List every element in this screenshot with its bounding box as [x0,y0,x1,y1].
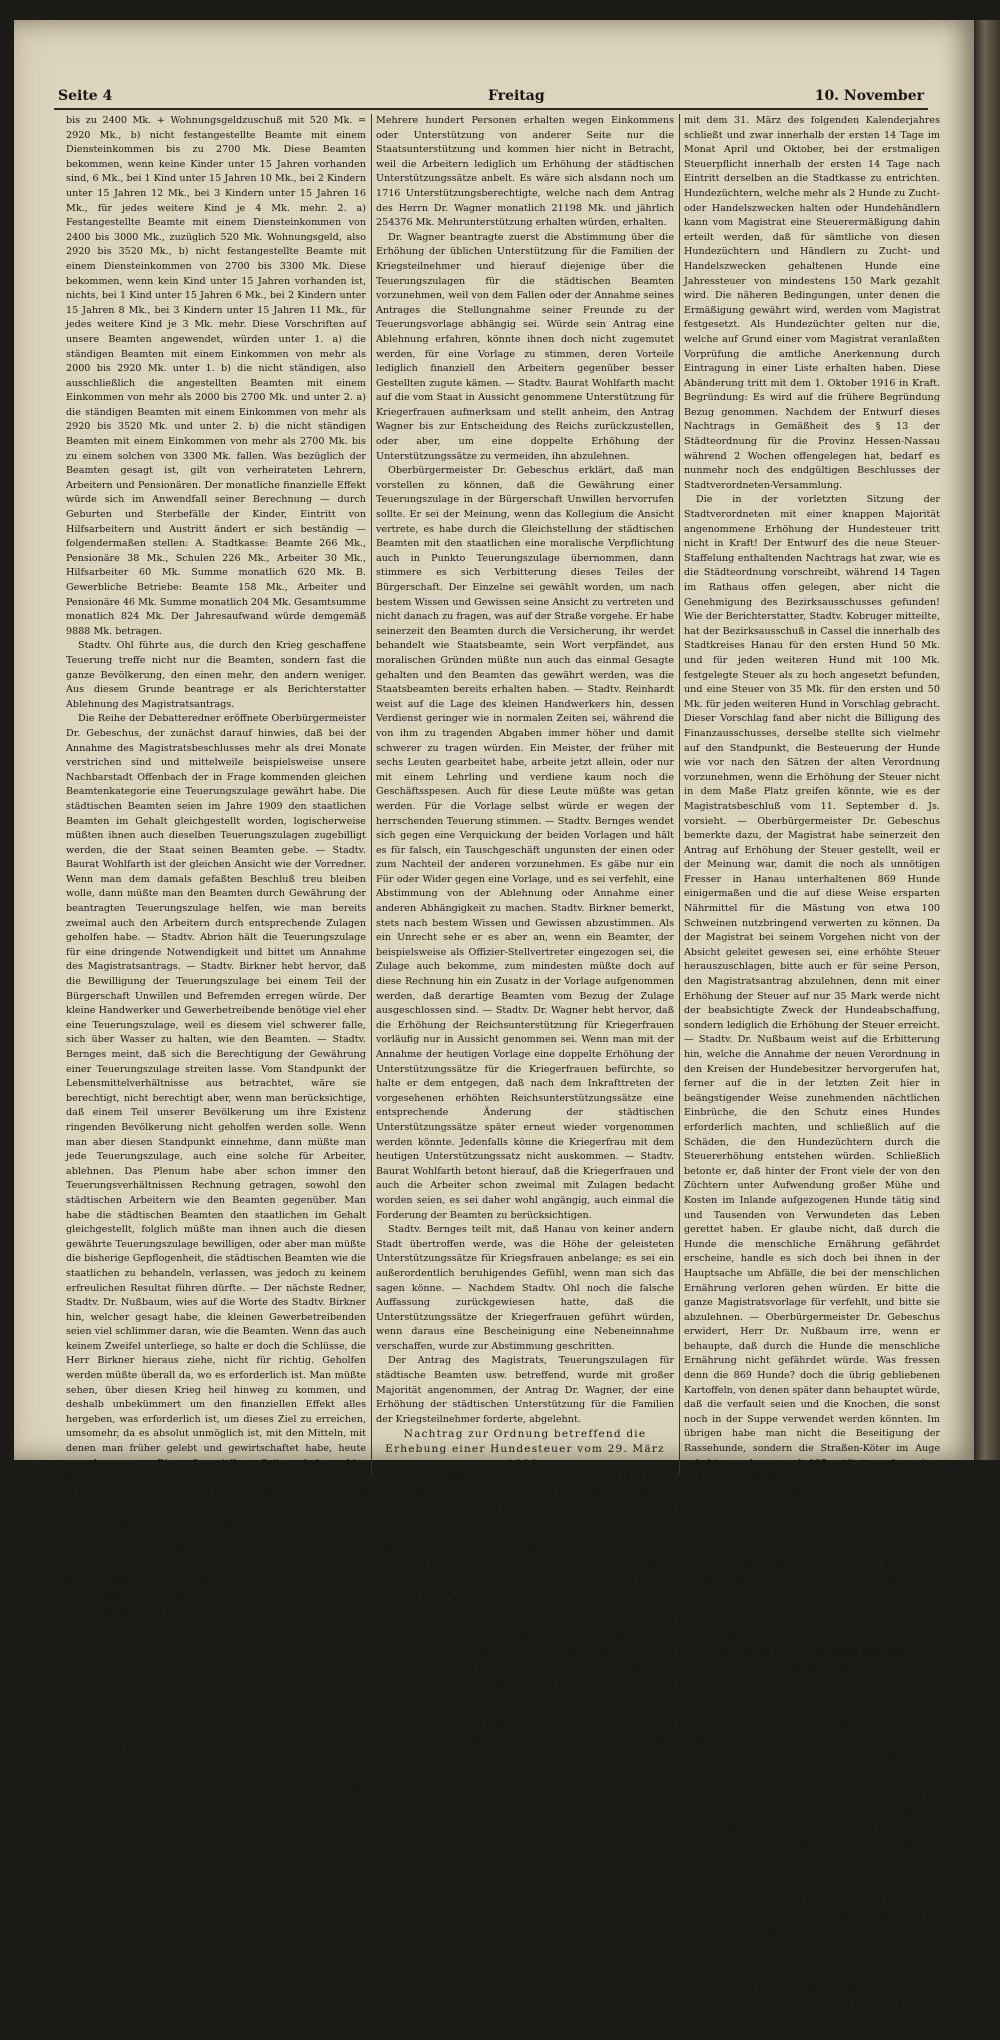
table-row: mit 7 „ 32.— „ [76,1693,231,1705]
motion-heading: die Kriegsunterstützungssätze für Frauen und deren Kinder zu erhöhen [66,1530,366,1558]
table-row: mit 1 Kind „ 10.— „ [76,1605,231,1617]
table-row: mit 4 „ 20.— „ [76,1649,231,1661]
column-divider [371,114,372,1474]
column-divider [679,114,680,1474]
paragraph: mit dem 31. März des folgenden Kalenderjahres schließt und zwar innerhalb der ersten 14 Tage im Monat April und Oktober, bei der erstmaligen Steuerpflicht innerhalb der ersten 14 Tage nach Eintritt derselben an die Stadtkasse zu entrichten. Hundezüchtern, welche mehr als 2 Hunde zu Zucht- oder Handelszwecken halten oder Hundehändlern kann vom Magistrat eine Steuerermäßigung dahin erteilt werden, daß für sämtliche von diesen Hundezüchtern und Händlern zu Zucht- und Handelszwecken gehaltenen Hunde eine Jahressteuer von mindestens 150 Mark gezahlt wird. Die näheren Bedingungen, unter denen die Ermäßigung gewährt wird, werden vom Magistrat festgesetzt. Als Hundezüchter gelten nur die, welche auf Grund einer vom Magistrat veranlaßten Vorprüfung die amtliche Anerkennung durch Eintragung in einer Liste erhalten haben. Diese Abänderung tritt mit dem 1. Oktober 1916 in Kraft. Begründung: Es wird auf die frühere Begründung Bezug genommen. Nachdem der Entwurf dieses Nachtrags in Gemäßheit des § 13 der Städteordnung für die Provinz Hessen-Nassau während 2 Wochen offengelegen hat, bedarf es nunmehr noch des endgültigen Beschlusses der Stadtverordneten-Versammlung. [684,115,940,491]
paragraph: Beschluß des Magistrats vom 11. September 1916: 1. Die Hundesteuer soll vom 1. Oktober 1916 ab derart erhöht werden, daß für einen Hund 50 Mk. jährlich, für jeden weiteren Hund 100 Mk. jährlich und für sämtliche Hunde der Hundezüchter oder Hundehändler mindestens 150 Mk. jährlich erhoben werden. 2. Der Nachtrag zur Ordnung betreffend die Erhebung einer Hundesteuer vom 29. März 1899 wird in der vorliegenden Fassung genehmigt. § 1 der für den Bezirk der Stadt Hanau unterm 29. März 1899 erlassenen Ordnung über die Erhebung einer Hundesteuer erhält folgende Fassung: Wer einen über 3 Jahre alten Hund im Bezirk der Stadt Hanau hält, ohne Unterschied, ob er selbst oder einer der in seinem Haushalte lebenden Familienglieder ihn gehalten, oder ihn bei sich von einem Dritten in Verpflegung genommen hat, hat für denselben eine Steuer im Jahresbetrag von 50 Mk. und Falle er mehrere Hunde hält, für jeden weiteren Hund eine Steuer im Jahresbetrag von 100 Mk. zu zahlen. Die Steuer ist in halbjährlichen Raten eines jeden Rechnungsjahres, welches mit dem 1. April beginnt und [376,1472,674,1761]
paragraph: Der Antrag des Magistrats, Teuerungszulagen für städtische Beamten usw. betreffend, wurde mit großer Majorität angenommen, der Antrag Dr. Wagner, der eine Erhöhung der städtischen Unterstützung für die Familien der Kriegsteilnehmer forderte, abgelehnt. [376,1355,674,1425]
paragraph: Mit der Teuerungszulage für die städt. Beamten hatte Stadtv. Dr. Wagner in der Sitzung des Finanzausschusses vom 17. August 1916 den Antrag gestellt, [66,1486,366,1527]
page-edge [974,20,1000,1460]
allowance-table [76,1590,366,1736]
section-heading: Hessische Kriegshilfskasse. [719,1646,917,1660]
column-2 [376,114,674,1761]
column-3 [684,114,940,2038]
paragraph: Stadtv. Ohl führte aus, die durch den Krieg geschaffene Teuerung treffe nicht nur die Beamten, sondern fast die ganze Bevölkerung, den einen mehr, den andern weniger. Aus diesem Grunde beantrage er als Berichterstatter Ablehnung des Magistratsantrags. [66,640,366,710]
paragraph: Die nunmehr vorgenommene Abstimmung ergab die Ablehnung des Magistratsantrags, es bleibt also bei den alten Steuersätzen. [684,1603,940,1644]
table-row: mit 6 „ 28.— „ [76,1678,231,1690]
paragraph: Mehrere hundert Personen erhalten wegen Einkommens oder Unterstützung von anderer Seite nur die Staatsunterstützung und kommen hier nicht in Betracht, weil die Arbeitern lediglich um Erhöhung der städtischen Unterstützungssätze anbelt. Es wäre sich alsdann noch um 1716 Unterstützungsberechtigte, welche nach dem Antrag des Herrn Dr. Wagner monatlich 21198 Mk. und jährlich 254376 Mk. Mehrunterstützung erhalten würden, erhalten. [376,115,674,229]
header-rule [54,108,928,110]
ordinance-heading: Nachtrag zur Ordnung betreffend die Erhebung einer Hundesteuer vom 29. März 1899. [385,1428,665,1470]
paragraph: Dr. Wagner beantragte zuerst die Abstimmung über die Erhöhung der üblichen Unterstützung für die Familien der Kriegsteilnehmer und hierauf diejenige über die Teuerungszulagen für die städtischen Beamten vorzunehmen, weil von dem Fallen oder der Annahme seines Antrages die Stellungnahme seiner Freunde zu der Teuerungsvorlage abhängig sei. Würde sein Antrag eine Ablehnung erfahren, könnte ihnen doch nicht zugemutet werden, für eine Vorlage zu stimmen, deren Vorteile lediglich finanziell den Arbeitern gegenüber besser Gestellten zugute kämen. — Stadtv. Baurat Wohlfarth macht auf die vom Staat in Aussicht genommene Unterstützung für Kriegerfrauen aufmerksam und stellt anheim, den Antrag Wagner bis zur Entscheidung des Reichs zurückzustellen, oder aber, um eine doppelte Erhöhung der Unterstützungssätze zu vermeiden, ihn abzulehnen. [376,231,674,462]
weekday: Freitag [488,88,545,104]
table-row: mit 8 „ 36.— „ [76,1707,231,1719]
page-header [58,82,924,108]
table-row: Frauen allein Mk. 6.— monatliche Zulage, [76,1590,320,1602]
table-row: usw. [156,1722,178,1734]
issue-date: 10. November [814,88,924,104]
table-row: mit 2 Kindern „ 12.— „ [76,1620,231,1632]
table-row: mit 3 „ 16.— „ [76,1634,231,1646]
table-row: mit 5 „ 24.— „ [76,1663,231,1675]
paragraph: nach den Teuerungszulagen der Beamten (Vorlage des Magistrats vom 1. August 1916), also für monatliche [66,1559,366,1586]
paragraph: Von rund 3400 Unterstützungsanträgen scheiden mehrere hundert Eingaben aus und nicht Bedürftige aus; ferner rund 120 uneheliche Kinder (unter Generalvormundschaft), für welche die üblichen monatlichen Pflegegeldsätze bezahlt werden. [66,1740,366,1811]
paragraph: Oberbürgermeister Dr. Gebeschus erklärt, daß man vorstellen zu können, daß die Gewährung einer Teuerungszulage in der Bürgerschaft Unwillen hervorrufen sollte. Er sei der Meinung, wenn das Kollegium die Ansicht vertrete, es habe durch die Gleichstellung der städtischen Beamten mit den staatlichen eine moralische Verpflichtung auch in Punkto Teuerungszulage übernommen, dann stimmere es sich Verbitterung dieses Teiles der Bürgerschaft. Der Einzelne sei gewählt worden, um nach bestem Wissen und Gewissen seine Ansicht zu vertreten und nicht danach zu fragen, was auf der Straße vorgehe. Er habe seinerzeit den Beamten durch die Versicherung, ihr werdet behandelt wie Staatsbeamte, sein Wort verpfändet, aus moralischen Gründen müßte nun auch das einmal Gesagte gehalten und den Beamten das gewährt werden, was die Staatsbeamten bereits erhalten haben. — Stadtv. Reinhardt weist auf die Lage des kleinen Handwerkers hin, dessen Verdienst geringer wie in normalen Zeiten sei, während die von ihm zu tragenden Abgaben immer höher und damit schwerer zu tragen würden. Ein Meister, der früher mit sechs Leuten gearbeitet habe, arbeite jetzt allein, oder nur mit einem Lehrling und verdiene kaum noch die Geschäftsspesen. Auch für diese Leute müßte was getan werden. Für die Vorlage selbst würde er wegen der herrschenden Teuerung stimmen. — Stadtv. Bernges wendet sich gegen eine Verquickung der beiden Vorlagen und hält es für falsch, ein Tauschgeschäft ungunsten der einen oder zum Nachteil der anderen vorzunehmen. Es gäbe nur ein Für oder Wider gegen eine Vorlage, und es sei verfehlt, eine Abstimmung von der Ablehnung oder Annahme einer anderen Abhängigkeit zu machen. Stadtv. Birkner bemerkt, stets nach bestem Wissen und Gewissen abzustimmen. Als ein Unrecht sehe er es aber an, wenn ein Beamter, der beispielsweise als Offizier-Stellvertreter eingezogen sei, die Zulage auch bekomme, zum mindesten müßte doch auf diese Rechnung hin ein Zusatz in der Vorlage aufgenommen werden, daß derartige Beamten vom Bezug der Zulage ausgeschlossen sind. — Stadtv. Dr. Wagner hebt hervor, daß die Erhöhung der Reichsunterstützung für Kriegerfrauen vorläufig nur in Aussicht genommen sei. Wenn man mit der Annahme der heutigen Vorlage eine doppelte Erhöhung der Unterstützungssätze für die Kriegerfrauen befürchte, so halte er dem entgegen, daß nach dem Inkrafttreten der vorgesehenen erhöhten Reichsunterstützungssätze eine entsprechende Änderung der städtischen Unterstützungssätze später erneut wieder vorgenommen werden könnte. Jedenfalls könne die Kriegerfrau mit dem heutigen Unterstützungssatz nicht auskommen. — Stadtv. Baurat Wohlfarth betont hierauf, daß die Kriegerfrauen und auch die Arbeiter schon zweimal mit Zulagen bedacht worden seien, es sei daher wohl angängig, auch einmal die Forderung der Beamten zu berücksichtigen. [376,465,674,1221]
paragraph: Die Reihe der Debatteredner eröffnete Oberbürgermeister Dr. Gebeschus, der zunächst darauf hinwies, daß bei der Annahme des Magistratsbeschlusses mehr als drei Monate verstrichen sind und mittelweile beispielsweise unsere Nachbarstadt Offenbach der in Frage kommenden gleichen Beamtenkategorie eine Teuerungszulage gewährt habe. Die städtischen Beamten seien im Jahre 1909 den staatlichen Beamten im Gehalt gleichgestellt worden, logischerweise müßten ihnen auch dieselben Teuerungszulagen zugebilligt werden, die der Staat seinen Beamten gebe. — Stadtv. Baurat Wohlfarth ist der gleichen Ansicht wie der Vorredner. Wenn man dem damals gefaßten Beschluß treu bleiben wolle, dann müßte man den Beamten durch Gewährung der beantragten Teuerungszulage helfen, wie man bereits zweimal auch den Arbeitern durch entsprechende Zulagen geholfen habe. — Stadtv. Abrion hält die Teuerungszulage für eine dringende Notwendigkeit und bittet um Annahme des Magistratsantrags. — Stadtv. Birkner hebt hervor, daß die Bewilligung der Teuerungszulage bei einem Teil der Bürgerschaft Unwillen und Befremden erregen würde. Der kleine Handwerker und Gewerbetreibende benötige viel eher eine Teuerungszulage, weil es diesem viel schwerer falle, sich über Wasser zu halten, wie den Beamten. — Stadtv. Bernges meint, daß sich die Berechtigung der Gewährung einer Teuerungszulage streiten lasse. Vom Standpunkt der Lebensmittelverhältnisse aus betrachtet, wäre sie berechtigt, nicht berechtigt aber, wenn man berücksichtige, daß einem Teil unserer Bevölkerung um ihre Existenz ringenden Bevölkerung nicht geholfen werden solle. Wenn man aber diesen Standpunkt einnehme, dann müßte man jede Teuerungszulage, auch eine solche für Arbeiter, ablehnen. Das Plenum habe aber schon immer den Teuerungsverhältnissen Rechnung getragen, sowohl den städtischen Arbeitern wie den Beamten gegenüber. Man habe die städtischen Beamten den staatlichen im Gehalt gleichgestellt, folglich müßte man ihnen auch die diesen gewährte Teuerungszulage bewilligen, oder aber man müßte die bisherige Gepflogenheit, die städtischen Beamten wie die staatlichen zu behandeln, verlassen, was jedoch zu keinem erfreulichen Resultat führen dürfte. — Der nächste Redner, Stadtv. Dr. Nußbaum, wies auf die Worte des Stadtv. Birkner hin, welcher gesagt habe, die kleinen Gewerbetreibenden seien viel schlimmer daran, wie die Beamten. Wenn das auch keinem Zweifel unterliege, so halte er doch die Schlüsse, die Herr Birkner hieraus ziehe, nicht für richtig. Geholfen werden müßte überall da, wo es erforderlich ist. Man müßte sehen, über diesen Krieg heil hinweg zu kommen, und deshalb unbekümmert um den finanziellen Effekt alles hergeben, was erforderlich ist, um dieses Ziel zu erreichen, umsomehr, da es absolut unmöglich ist, mit den Mitteln, mit denen man früher gelebt und gewirtschaftet habe, heute auszukommen. Die finanzielle Seite habe hier zurückzustehen. [66,713,366,1484]
paragraph: Der Beschluß des Magistrats vom 10. Oktober 1916 lautet: Wird beschlossen: 1. für die Rückzahlung und Verzinsung aller Darlehen, die auf Grund der seitens des Magistrats gestellten Anträge aus der hessischen Kriegshilfskasse an Angehörige des Stadtkreises Hanau gewährt werden, selbstschuldnerische Bürgschaft zu übernehmen, soweit nicht im Einzelfalle eine abweichende Erklärung abgegeben wird; 2. für die zu übernehmenden Bürgschaften einen Betrag bis zu 20000 Mk. zur Verfügung zu stellen; 3. eine gemischte Kommission, bestehend aus dem Beigeordneten, 2 Magistratsmitgliedern und 2 Stadtverordneten, einzusetzen, die über die eingehenden Darlehensanträge endgültig entscheidet. Seitens des Magistrats werden in diese Kommission entsandt: Beigeordneter Kaufer als Vorsitzender, Stadtrat Dr. Herrenfeld und Dr. Nennicke als Mitglieder. — Begründung: Der Staat hat Mittel zur Verfügung gestellt zur Errichtung von sogen. Kriegshilfskassen, die den Zweck verfolgen, Notstandsdarlehen an Kriegsteilnehmer aus dem selbständigen Mittelstand oder deren Angehörige zur Wiederherstellung oder Erhaltung ihrer geschäftlichen Lebensstellung zu gewähren. Der Minister knüpft an die Hergabe [684,1661,940,2038]
newspaper-page [14,20,976,2038]
paragraph: Stadtv. Bernges teilt mit, daß Hanau von keiner andern Stadt übertroffen werde, was die Höhe der geleisteten Unterstützungssätze für Kriegsfrauen anbelange; es sei ein außerordentlich beruhigendes Gefühl, wenn man sich das sagen könne. — Nachdem Stadtv. Ohl noch die falsche Auffassung zurückgewiesen hatte, daß die Unterstützungssätze der Kriegerfrauen geführt würden, wenn daraus eine Bescheinigung eine Nebeneinnahme verschaffen, wurde zur Abstimmung geschritten. [376,1224,674,1352]
paragraph: Die in der vorletzten Sitzung der Stadtverordneten mit einer knappen Majorität angenommene Erhöhung der Hundesteuer tritt nicht in Kraft! Der Entwurf des die neue Steuer-Staffelung enthaltenden Nachtrags hat zwar, wie es die Städteordnung vorschreibt, während 14 Tagen im Rathaus offen gelegen, aber nicht die Genehmigung des Bezirksausschusses gefunden! Wie der Berichterstatter, Stadtv. Kobruger mitteilte, hat der Bezirksausschuß in Cassel die innerhalb des Stadtkreises Hanau für den ersten Hund 50 Mk. und für jeden weiteren Hund mit 100 Mk. festgelegte Steuer als zu hoch angesetzt befunden, und eine Steuer von 35 Mk. für den ersten und 50 Mk. für jeden weiteren Hund in Vorschlag gebracht. Dieser Vorschlag fand aber nicht die Billigung des Finanzausschusses, derselbe stellte sich vielmehr auf den Standpunkt, die Besteuerung der Hunde wie vor nach den Sätzen der alten Verordnung vorzunehmen, wenn die Erhöhung der Steuer nicht in dem Maße Platz greifen könnte, wie es der Magistratsbeschluß vom 11. September d. Js. vorsieht. — Oberbürgermeister Dr. Gebeschus bemerkte dazu, der Magistrat habe seinerzeit den Antrag auf Erhöhung der Steuer gestellt, weil er der Meinung war, damit die noch als unnötigen Fresser in Hanau unterhaltenen 869 Hunde einigermaßen und die auf diese Weise ersparten Nährmittel für die Mästung von etwa 100 Schweinen nutzbringend verwerten zu können. Da der Magistrat bei seinem Vorgehen nicht von der Absicht geleitet gewesen sei, eine erhöhte Steuer herauszuschlagen, bitte auch er für seine Person, den Magistratsantrag abzulehnen, denn mit einer Erhöhung der Steuer auf nur 35 Mark werde nicht der beabsichtigte Zweck der Hundeabschaffung, sondern lediglich die Erhöhung der Steuer erreicht. — Stadtv. Dr. Nußbaum weist auf die Erbitterung hin, welche die Annahme der neuen Verordnung in den Kreisen der Hundebesitzer hervorgerufen hat, ferner auf die in der letzten Zeit hier in beängstigender Weise zunehmenden nächtlichen Einbrüche, die den Schutz eines Hundes erforderlich machten, und schließlich auf die Schäden, die den Hundezüchtern durch die Steuererhöhung entstehen würden. Schließlich betonte er, daß hinter der Front viele der von den Züchtern unter Aufwendung großer Mühe und Kosten im Inlande aufgezogenen Hunde tätig sind und Tausenden von Verwundeten das Leben gerettet haben. Er glaube nicht, daß durch die Hunde die menschliche Ernährung gefährdet erscheine, handle es sich doch bei ihnen in der Hauptsache um Abfälle, die bei der menschlichen Ernährung verloren gehen würden. Er bitte die ganze Magistratsvorlage für verfehlt, und bitte sie abzulehnen. — Oberbürgermeister Dr. Gebeschus erwidert, Herr Dr. Nußbaum irre, wenn er behaupte, daß durch die Hunde die menschliche Ernährung nicht gefährdet würde. Was fressen denn die 869 Hunde? doch die übrig gebliebenen Kartoffeln, von denen später dann behauptet würde, daß die verfault seien und die Knochen, die sonst noch in der Suppe verwendet werden könnten. Im übrigen habe man nicht die Beseitigung der Rassehunde, sondern die Straßen-Köter im Auge gehabt, von denen auch 185 getötet worden seien. — Stadtv. Dr. Nußbaum macht darauf aufmerksam, daß die ganze Steuerordnung auch gegen das gesetzliche Vorschriften verstoße. — Stadtv. Reinhardt meint, wenn man mit den Brocken, die man jetzt den Hunden gebe, eine Schweinemästerei anfangen wollte, würde man sicher eine Täuschung erleben. Im übrigen hält auch er unter Hinweis auf die Einbrüche der letzten Zeit eine Abschaffung der Hunde für verfehlt. [684,494,940,1600]
paragraph: bis zu 2400 Mk. + Wohnungsgeldzuschuß mit 520 Mk. = 2920 Mk., b) nicht festangestellte Beamte mit einem Diensteinkommen bis zu 2700 Mk. Diese Beamten bekommen, wenn keine Kinder unter 15 Jahren vorhanden sind, 6 Mk., bei 1 Kind unter 15 Jahren 10 Mk., bei 2 Kindern unter 15 Jahren 12 Mk., bei 3 Kindern unter 15 Jahren 16 Mk., für jedes weitere Kind je 4 Mk. mehr. 2. a) Festangestellte Beamte mit einem Diensteinkommen von 2400 bis 3000 Mk., zuzüglich 520 Mk. Wohnungsgeld, also 2920 bis 3520 Mk., b) nicht festangestellte Beamte mit einem Diensteinkommen von 2700 bis 3300 Mk. Diese bekommen, wenn kein Kind unter 15 Jahren vorhanden ist, nichts, bei 1 Kind unter 15 Jahren 6 Mk., bei 2 Kindern unter 15 Jahren 8 Mk., bei 3 Kindern unter 15 Jahren 11 Mk., für jedes weitere Kind je 3 Mk. mehr. Diese Vorschriften auf unsere Beamten angewendet, würden unter 1. a) die ständigen Beamten mit einem Einkommen von mehr als 2000 bis 2920 Mk. unter 1. b) die nicht ständigen, also ausschließlich die angestellten Beamten mit einem Einkommen von mehr als 2000 bis 2700 Mk. und unter 2. a) die ständigen Beamten mit einem Einkommen von mehr als 2920 bis 3520 Mk. und unter 2. b) die nicht ständigen Beamten mit einem Einkommen von mehr als 2700 Mk. bis zu einem solchen von 3300 Mk. fallen. Was bezüglich der Beamten gesagt ist, gilt von verheirateten Lehrern, Arbeitern und Pensionären. Der monatliche finanzielle Effekt würde sich im Anwendfall seiner Berechnung — durch Geburten und Sterbefälle der Kinder, Eintritt von Hilfsarbeitern und Austritt ändert er sich beständig — folgendermaßen stellen: A. Stadtkasse: Beamte 266 Mk., Pensionäre 38 Mk., Schulen 226 Mk., Arbeiter 30 Mk., Hilfsarbeiter 60 Mk. Summe monatlich 620 Mk. B. Gewerbliche Betriebe: Beamte 158 Mk., Arbeiter und Pensionäre 46 Mk. Summe monatlich 204 Mk. Gesamtsumme monatlich 824 Mk. Der Jahresaufwand würde demgemäß 9888 Mk. betragen. [66,115,366,637]
column-1 [66,114,366,1811]
page-number: Seite 4 [58,88,113,104]
